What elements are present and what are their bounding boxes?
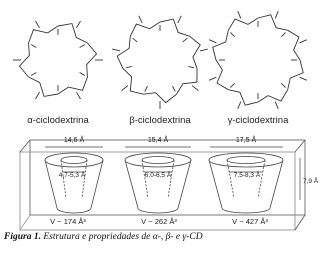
gamma-cavity-diameter: 7,5-8,3 Å (233, 172, 261, 179)
alpha-cd-structure (13, 21, 103, 99)
caption-text: Estrutura e propriedades de α-, β- e γ-CD (43, 232, 203, 242)
alpha-volume: V ~ 174 Å³ (50, 217, 86, 226)
beta-outer-diameter: 15,4 Å (147, 137, 169, 144)
beta-volume: V ~ 262 Å³ (141, 217, 177, 226)
height-label: 7,9 Å (303, 178, 319, 185)
beta-cd-label: β-ciclodextrina (129, 115, 191, 126)
beta-cd-structure (112, 16, 208, 109)
gamma-volume: V ~ 427 Å³ (232, 217, 268, 226)
gamma-cd-structure (209, 11, 307, 109)
gamma-outer-diameter: 17,5 Å (235, 137, 257, 144)
beta-cavity-diameter: 6,0-6,5 Å (144, 172, 172, 179)
alpha-cavity-diameter: 4,7-5,3 Å (58, 172, 86, 179)
figure-caption (4, 232, 320, 246)
alpha-outer-diameter: 14,6 Å (63, 137, 85, 144)
caption-label: Figura 1. (4, 232, 41, 242)
alpha-cd-label: α-ciclodextrina (27, 115, 89, 126)
gamma-cone (209, 153, 283, 213)
gamma-cd-label: γ-ciclodextrina (227, 115, 289, 126)
alpha-cone (45, 153, 103, 213)
beta-cone (125, 153, 191, 213)
